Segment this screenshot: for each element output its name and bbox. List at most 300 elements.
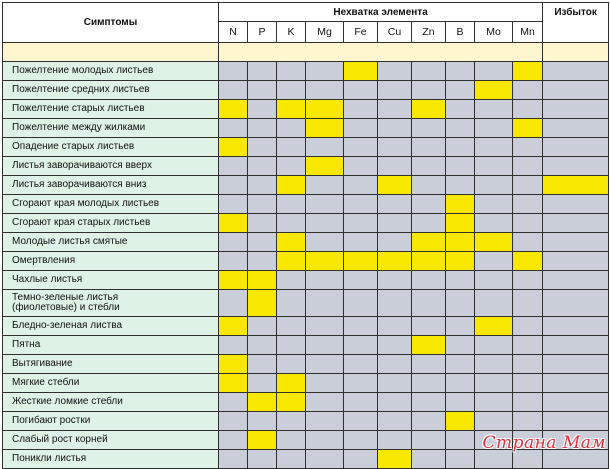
cell-k-empty [277,138,306,157]
table-row [3,233,609,252]
table-row [3,252,609,271]
cell-fe-empty [344,412,378,431]
symptom-label [3,119,219,138]
cell-n-empty [219,81,248,100]
cell-mn-empty [513,81,543,100]
cell-cu-empty [378,119,412,138]
cell-b-empty [446,176,475,195]
cell-b-empty [446,290,475,317]
cell-mn-empty [513,214,543,233]
cell-n-empty [219,252,248,271]
table-row [3,100,609,119]
cell-mg-empty [306,271,344,290]
cell-cu-empty [378,355,412,374]
symptom-label [3,450,219,469]
cell-excess-empty [543,374,609,393]
cell-p-empty [248,195,277,214]
element-header-n: N [219,22,248,43]
cell-mo-empty [475,374,513,393]
cell-zn-marked [412,336,446,355]
symptom-label [3,233,219,252]
symptom-label [3,214,219,233]
cell-n-marked [219,100,248,119]
symptom-text-line: Слабый рост корней [12,434,108,445]
cell-zn-empty [412,317,446,336]
cell-p-empty [248,62,277,81]
element-header-b: B [446,22,475,43]
element-header-mg: Mg [306,22,344,43]
cell-mn-empty [513,355,543,374]
cell-zn-empty [412,355,446,374]
cell-p-empty [248,374,277,393]
symptom-label [3,431,219,450]
nutrient-symptom-table [2,2,609,469]
cell-p-marked [248,271,277,290]
cell-mg-marked [306,119,344,138]
cell-mg-empty [306,393,344,412]
cell-mo-empty [475,100,513,119]
table-row [3,290,609,317]
cell-mg-empty [306,290,344,317]
cell-mg-empty [306,214,344,233]
cell-mg-empty [306,81,344,100]
cell-n-empty [219,157,248,176]
cell-n-empty [219,62,248,81]
cell-fe-empty [344,431,378,450]
cell-p-empty [248,176,277,195]
cell-mo-empty [475,138,513,157]
cell-mn-empty [513,157,543,176]
cell-fe-empty [344,214,378,233]
cell-mo-empty [475,176,513,195]
cell-zn-empty [412,290,446,317]
cell-excess-empty [543,195,609,214]
cell-k-marked [277,374,306,393]
cell-p-empty [248,214,277,233]
cell-n-empty [219,233,248,252]
cell-mn-empty [513,374,543,393]
symptom-text-line: Сгорают края старых листьев [12,217,151,228]
cell-cu-empty [378,393,412,412]
cell-k-empty [277,62,306,81]
symptom-label [3,176,219,195]
symptom-label [3,412,219,431]
cell-n-empty [219,336,248,355]
cell-mo-empty [475,271,513,290]
symptom-label [3,62,219,81]
cell-mn-empty [513,412,543,431]
cell-cu-empty [378,317,412,336]
cell-excess-empty [543,290,609,317]
deficiency-header: Нехватка элемента [219,3,543,22]
cell-p-empty [248,355,277,374]
cell-b-marked [446,412,475,431]
symptom-label [3,336,219,355]
symptom-text-line: Пятна [12,339,41,350]
cell-p-marked [248,290,277,317]
symptom-table-container [2,2,608,469]
symptom-label [3,252,219,271]
cell-p-empty [248,100,277,119]
cell-mn-marked [513,62,543,81]
header-separator [3,43,609,62]
cell-n-empty [219,119,248,138]
cell-k-empty [277,431,306,450]
cell-mg-empty [306,317,344,336]
symptom-text-line: Поникли листья [12,453,87,464]
table-row [3,81,609,100]
table-row [3,119,609,138]
symptom-text-line: Молодые листья смятые [12,236,128,247]
cell-zn-marked [412,252,446,271]
cell-zn-empty [412,157,446,176]
cell-cu-marked [378,450,412,469]
cell-mo-empty [475,62,513,81]
cell-p-marked [248,393,277,412]
cell-k-empty [277,355,306,374]
cell-excess-empty [543,81,609,100]
symptom-text-line: Листья заворачиваются вверх [12,160,152,171]
element-header-fe: Fe [344,22,378,43]
cell-zn-empty [412,138,446,157]
cell-mn-empty [513,271,543,290]
cell-excess-empty [543,271,609,290]
cell-mo-marked [475,233,513,252]
cell-n-empty [219,450,248,469]
cell-fe-empty [344,393,378,412]
symptom-text-line: Жесткие ломкие стебли [12,396,123,407]
symptom-label [3,100,219,119]
cell-p-empty [248,252,277,271]
cell-mn-empty [513,317,543,336]
cell-p-empty [248,412,277,431]
cell-mo-empty [475,214,513,233]
cell-k-marked [277,100,306,119]
cell-cu-empty [378,214,412,233]
element-header-p: P [248,22,277,43]
cell-b-empty [446,271,475,290]
cell-zn-empty [412,195,446,214]
cell-mg-empty [306,233,344,252]
cell-cu-empty [378,195,412,214]
cell-b-empty [446,62,475,81]
element-header-cu: Cu [378,22,412,43]
symptom-text-line: Омертвления [12,255,76,266]
cell-p-empty [248,233,277,252]
cell-mo-empty [475,412,513,431]
cell-excess-empty [543,393,609,412]
cell-zn-empty [412,393,446,412]
cell-b-empty [446,138,475,157]
table-row [3,195,609,214]
table-row [3,62,609,81]
symptom-label [3,138,219,157]
element-header-k: K [277,22,306,43]
cell-b-empty [446,393,475,412]
table-row [3,412,609,431]
cell-fe-marked [344,252,378,271]
cell-n-empty [219,195,248,214]
cell-zn-empty [412,81,446,100]
cell-k-empty [277,317,306,336]
cell-cu-empty [378,336,412,355]
table-row [3,374,609,393]
cell-mo-empty [475,195,513,214]
cell-k-empty [277,119,306,138]
cell-k-empty [277,157,306,176]
cell-cu-empty [378,374,412,393]
cell-zn-empty [412,271,446,290]
watermark-logo: Страна Мам [482,433,606,453]
cell-fe-empty [344,271,378,290]
symptom-text-line: Пожелтение молодых листьев [12,65,154,76]
cell-excess-empty [543,138,609,157]
cell-b-empty [446,100,475,119]
cell-mn-marked [513,252,543,271]
cell-mo-empty [475,157,513,176]
cell-p-empty [248,317,277,336]
cell-fe-empty [344,100,378,119]
cell-mg-empty [306,431,344,450]
cell-fe-empty [344,290,378,317]
cell-excess-empty [543,119,609,138]
cell-zn-empty [412,176,446,195]
symptom-text-line: Пожелтение старых листьев [12,103,145,114]
element-header-mn: Mn [513,22,543,43]
cell-mg-empty [306,138,344,157]
cell-excess-empty [543,336,609,355]
cell-mn-empty [513,290,543,317]
cell-k-empty [277,450,306,469]
cell-mg-empty [306,336,344,355]
cell-k-empty [277,336,306,355]
table-row [3,176,609,195]
cell-fe-empty [344,195,378,214]
symptom-text-line: Пожелтение между жилками [12,122,146,133]
cell-b-empty [446,317,475,336]
cell-excess-empty [543,412,609,431]
cell-n-marked [219,138,248,157]
table-row [3,317,609,336]
symptom-text-line: Темно-зеленые листья [12,292,119,303]
table-row [3,393,609,412]
cell-b-empty [446,431,475,450]
symptom-text-line: Опадение старых листьев [12,141,135,152]
symptom-label [3,157,219,176]
cell-cu-empty [378,412,412,431]
excess-header: Избыток [543,3,609,43]
cell-cu-empty [378,81,412,100]
symptom-label [3,81,219,100]
cell-mn-empty [513,233,543,252]
symptom-label [3,271,219,290]
cell-fe-empty [344,233,378,252]
cell-mg-empty [306,412,344,431]
cell-k-empty [277,81,306,100]
cell-excess-empty [543,355,609,374]
cell-cu-empty [378,157,412,176]
cell-n-marked [219,355,248,374]
cell-mg-marked [306,252,344,271]
cell-mn-marked [513,119,543,138]
cell-p-marked [248,431,277,450]
cell-zn-empty [412,214,446,233]
cell-b-marked [446,252,475,271]
cell-cu-empty [378,138,412,157]
cell-zn-empty [412,450,446,469]
cell-mg-empty [306,195,344,214]
cell-n-marked [219,214,248,233]
cell-b-empty [446,355,475,374]
cell-fe-empty [344,355,378,374]
symptoms-header: Симптомы [3,3,219,43]
cell-mo-marked [475,317,513,336]
cell-b-marked [446,233,475,252]
cell-cu-empty [378,62,412,81]
cell-mo-empty [475,119,513,138]
symptom-label [3,290,219,317]
symptom-text-line: Вытягивание [12,358,73,369]
cell-fe-marked [344,62,378,81]
cell-k-empty [277,271,306,290]
cell-cu-empty [378,290,412,317]
cell-p-empty [248,138,277,157]
element-header-zn: Zn [412,22,446,43]
cell-fe-empty [344,157,378,176]
table-row [3,157,609,176]
symptom-text-line: Погибают ростки [12,415,91,426]
cell-zn-empty [412,62,446,81]
cell-b-empty [446,450,475,469]
cell-mg-marked [306,157,344,176]
cell-n-marked [219,317,248,336]
cell-zn-empty [412,412,446,431]
cell-excess-empty [543,100,609,119]
cell-k-marked [277,233,306,252]
cell-fe-empty [344,119,378,138]
cell-p-empty [248,157,277,176]
symptom-label [3,374,219,393]
symptom-label [3,195,219,214]
cell-n-empty [219,412,248,431]
symptom-text-line: Бледно-зеленая листва [12,320,123,331]
cell-zn-marked [412,233,446,252]
cell-b-empty [446,336,475,355]
symptom-label [3,355,219,374]
cell-n-empty [219,393,248,412]
cell-mn-empty [513,176,543,195]
cell-b-empty [446,157,475,176]
symptom-text-line: (фиолетовые) и стебли [12,302,120,313]
cell-excess-empty [543,233,609,252]
cell-b-empty [446,81,475,100]
symptom-text-line: Листья заворачиваются вниз [12,179,147,190]
cell-mg-marked [306,100,344,119]
cell-cu-empty [378,271,412,290]
cell-zn-marked [412,100,446,119]
cell-mg-empty [306,62,344,81]
cell-k-empty [277,412,306,431]
cell-p-empty [248,450,277,469]
cell-mg-empty [306,374,344,393]
cell-n-marked [219,374,248,393]
cell-k-empty [277,214,306,233]
cell-excess-empty [543,62,609,81]
cell-k-marked [277,176,306,195]
cell-zn-empty [412,431,446,450]
cell-k-empty [277,195,306,214]
cell-mo-empty [475,290,513,317]
cell-mn-empty [513,336,543,355]
cell-cu-marked [378,252,412,271]
cell-cu-marked [378,176,412,195]
cell-mg-empty [306,176,344,195]
cell-fe-empty [344,176,378,195]
symptom-text-line: Мягкие стебли [12,377,80,388]
cell-fe-empty [344,374,378,393]
symptom-label [3,393,219,412]
cell-mn-empty [513,195,543,214]
cell-excess-empty [543,214,609,233]
cell-fe-empty [344,336,378,355]
cell-b-empty [446,374,475,393]
cell-mn-empty [513,138,543,157]
table-row [3,138,609,157]
cell-cu-empty [378,100,412,119]
cell-p-empty [248,81,277,100]
symptom-text-line: Пожелтение средних листьев [12,84,150,95]
cell-excess-empty [543,157,609,176]
cell-mo-empty [475,393,513,412]
element-header-mo: Mo [475,22,513,43]
table-row [3,214,609,233]
cell-mg-empty [306,450,344,469]
cell-p-empty [248,119,277,138]
cell-fe-empty [344,450,378,469]
cell-mg-empty [306,355,344,374]
cell-mo-empty [475,252,513,271]
cell-p-empty [248,336,277,355]
cell-mn-empty [513,100,543,119]
symptom-text-line: Чахлые листья [12,274,83,285]
symptom-label [3,317,219,336]
cell-n-marked [219,271,248,290]
cell-b-marked [446,214,475,233]
cell-k-marked [277,393,306,412]
cell-excess-empty [543,252,609,271]
symptom-text-line: Сгорают края молодых листьев [12,198,160,209]
cell-excess-empty [543,317,609,336]
cell-mo-marked [475,81,513,100]
cell-b-marked [446,195,475,214]
cell-zn-empty [412,374,446,393]
cell-mo-empty [475,355,513,374]
cell-mn-empty [513,393,543,412]
cell-fe-empty [344,317,378,336]
cell-k-marked [277,252,306,271]
cell-fe-empty [344,138,378,157]
cell-cu-empty [378,233,412,252]
cell-b-empty [446,119,475,138]
table-row [3,355,609,374]
cell-fe-empty [344,81,378,100]
cell-k-empty [277,290,306,317]
cell-n-empty [219,290,248,317]
table-row [3,336,609,355]
cell-cu-empty [378,431,412,450]
table-row [3,271,609,290]
cell-excess-marked [543,176,609,195]
